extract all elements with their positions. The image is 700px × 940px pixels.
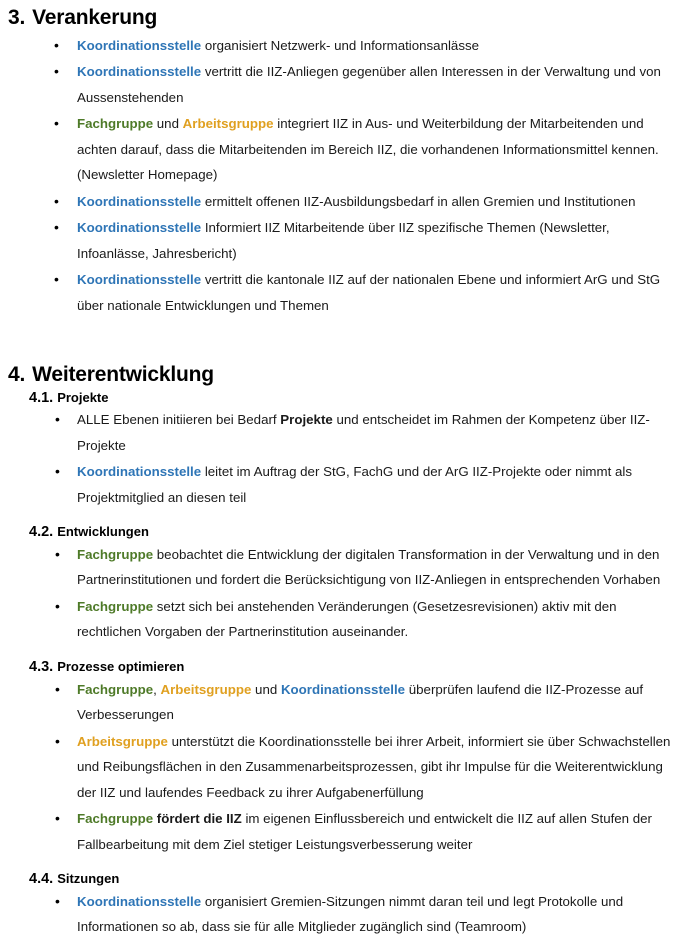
section-title: Weiterentwicklung — [32, 363, 214, 387]
list-item — [4, 407, 686, 458]
list-item — [4, 267, 686, 318]
term-koordinationsstelle: Koordinationsstelle — [77, 220, 202, 236]
subsection-spacer — [4, 511, 686, 524]
term-fachgruppe: Fachgruppe — [77, 598, 154, 614]
term-fachgruppe: Fachgruppe — [77, 811, 154, 827]
body-text: unterstützt die Koordinationsstelle bei ihrer Arbeit, informiert sie über Schwachstellen und Reibungsflächen in den Zusammenarbeitsprozessen, gibt ihr Impulse für die Weiterentwicklung der IIZ und laufendes Feedback zu ihrer Aufgabenerfüllung — [77, 733, 671, 800]
term-koordinationsstelle: Koordinationsstelle — [280, 681, 406, 697]
bullet-list — [4, 33, 686, 319]
body-text: ermittelt offenen IIZ-Ausbildungsbedarf in allen Gremien und Institutionen — [201, 193, 636, 209]
emphasis-text: fördert die IIZ — [156, 811, 242, 827]
body-text: ALLE Ebenen initiieren bei Bedarf — [77, 412, 281, 428]
subsection-title: Projekte — [57, 389, 109, 405]
term-koordinationsstelle: Koordinationsstelle — [77, 37, 202, 53]
body-text: setzt sich bei anstehenden Veränderungen (Gesetzesrevisionen) aktiv mit den rechtlichen Vorgaben der Partnerinstitution auseinander. — [77, 598, 617, 640]
body-text: integriert IIZ in Aus- und Weiterbildung der Mitarbeitenden und achten darauf, dass die Mitarbeitenden im Bereich IIZ, die vorhandenen Informationsmittel kennen. (Newsletter Homepage) — [77, 116, 659, 183]
body-text: beobachtet die Entwicklung der digitalen Transformation in der Verwaltung und in den Partnerinstitutionen und fordert die Berücksichtigung von IIZ-Anliegen in entsprechenden Vorhaben — [77, 546, 661, 588]
list-item — [4, 542, 686, 593]
list-item — [4, 806, 686, 857]
body-text: vertritt die IIZ-Anliegen gegenüber allen Interessen in der Verwaltung und von Aussenstehenden — [77, 64, 661, 105]
list-item — [4, 111, 686, 188]
term-arbeitsgruppe: Arbeitsgruppe — [77, 733, 168, 749]
subsection-spacer — [4, 646, 686, 659]
term-fachgruppe: Fachgruppe — [77, 116, 154, 132]
subsection-heading — [4, 524, 686, 541]
body-text: leitet im Auftrag der StG, FachG und der ArG IIZ-Projekte oder nimmt als Projektmitglied an diesen teil — [77, 464, 632, 505]
term-fachgruppe: Fachgruppe — [77, 546, 154, 562]
bullet-list — [4, 542, 686, 645]
subsection-title: Sitzungen — [57, 871, 120, 887]
list-item — [4, 189, 686, 215]
list-item — [4, 594, 686, 645]
term-arbeitsgruppe: Arbeitsgruppe — [160, 681, 252, 697]
term-koordinationsstelle: Koordinationsstelle — [77, 893, 202, 909]
term-koordinationsstelle: Koordinationsstelle — [77, 193, 202, 209]
list-item — [4, 459, 686, 510]
bullet-list — [4, 407, 686, 510]
body-text: im eigenen Einflussbereich und entwickelt die IIZ auf allen Stufen der Fallbearbeitung mit dem Ziel stetiger Leistungsverbesserung weiter — [77, 811, 652, 852]
subsection-title: Entwicklungen — [57, 524, 149, 540]
list-item — [4, 889, 686, 940]
subsection-number: 4.3. — [29, 658, 54, 675]
section-spacer — [4, 319, 686, 363]
subsection-number: 4.1. — [29, 389, 54, 406]
body-text: organisiert Gremien-Sitzungen nimmt daran teil und legt Protokolle und Informationen so ab, dass sie für alle Mitglieder zugänglich sind (Teamroom) — [77, 893, 624, 935]
subsection-heading — [4, 390, 686, 407]
emphasis-text: Projekte — [280, 412, 333, 428]
body-text: Informiert IIZ Mitarbeitende über IIZ spezifische Themen (Newsletter, Infoanlässe, Jahresbericht) — [77, 220, 610, 261]
body-text: überprüfen laufend die IIZ-Prozesse auf Verbesserungen — [77, 681, 644, 723]
subsection-number: 4.4. — [29, 871, 54, 888]
body-text: , — [153, 681, 161, 697]
term-koordinationsstelle: Koordinationsstelle — [77, 272, 202, 288]
section-heading — [4, 363, 686, 387]
term-koordinationsstelle: Koordinationsstelle — [77, 464, 202, 480]
list-item — [4, 33, 686, 59]
section-heading — [4, 6, 686, 30]
subsection-spacer — [4, 858, 686, 871]
body-text: und — [251, 681, 281, 697]
subsection-heading — [4, 659, 686, 676]
section-title: Verankerung — [32, 6, 158, 29]
body-text: vertritt die kantonale IIZ auf der nationalen Ebene und informiert ArG und StG über nationale Entwicklungen und Themen — [77, 272, 661, 313]
list-item — [4, 729, 686, 806]
subsection-number: 4.2. — [29, 524, 54, 541]
subsection-title: Prozesse optimieren — [57, 658, 185, 674]
list-item — [4, 59, 686, 110]
section-number: 3. — [8, 6, 26, 29]
term-fachgruppe: Fachgruppe — [77, 681, 154, 697]
bullet-list — [4, 677, 686, 858]
section-number: 4. — [8, 363, 26, 387]
document-body — [4, 6, 686, 940]
list-item — [4, 677, 686, 728]
bullet-list — [4, 889, 686, 940]
subsection-heading — [4, 871, 686, 888]
term-koordinationsstelle: Koordinationsstelle — [77, 64, 202, 80]
body-text: und entscheidet im Rahmen der Kompetenz über IIZ-Projekte — [77, 412, 650, 453]
body-text: organisiert Netzwerk- und Informationsanlässe — [201, 37, 480, 53]
term-arbeitsgruppe: Arbeitsgruppe — [182, 116, 274, 132]
body-text: und — [153, 116, 183, 132]
list-item — [4, 215, 686, 266]
